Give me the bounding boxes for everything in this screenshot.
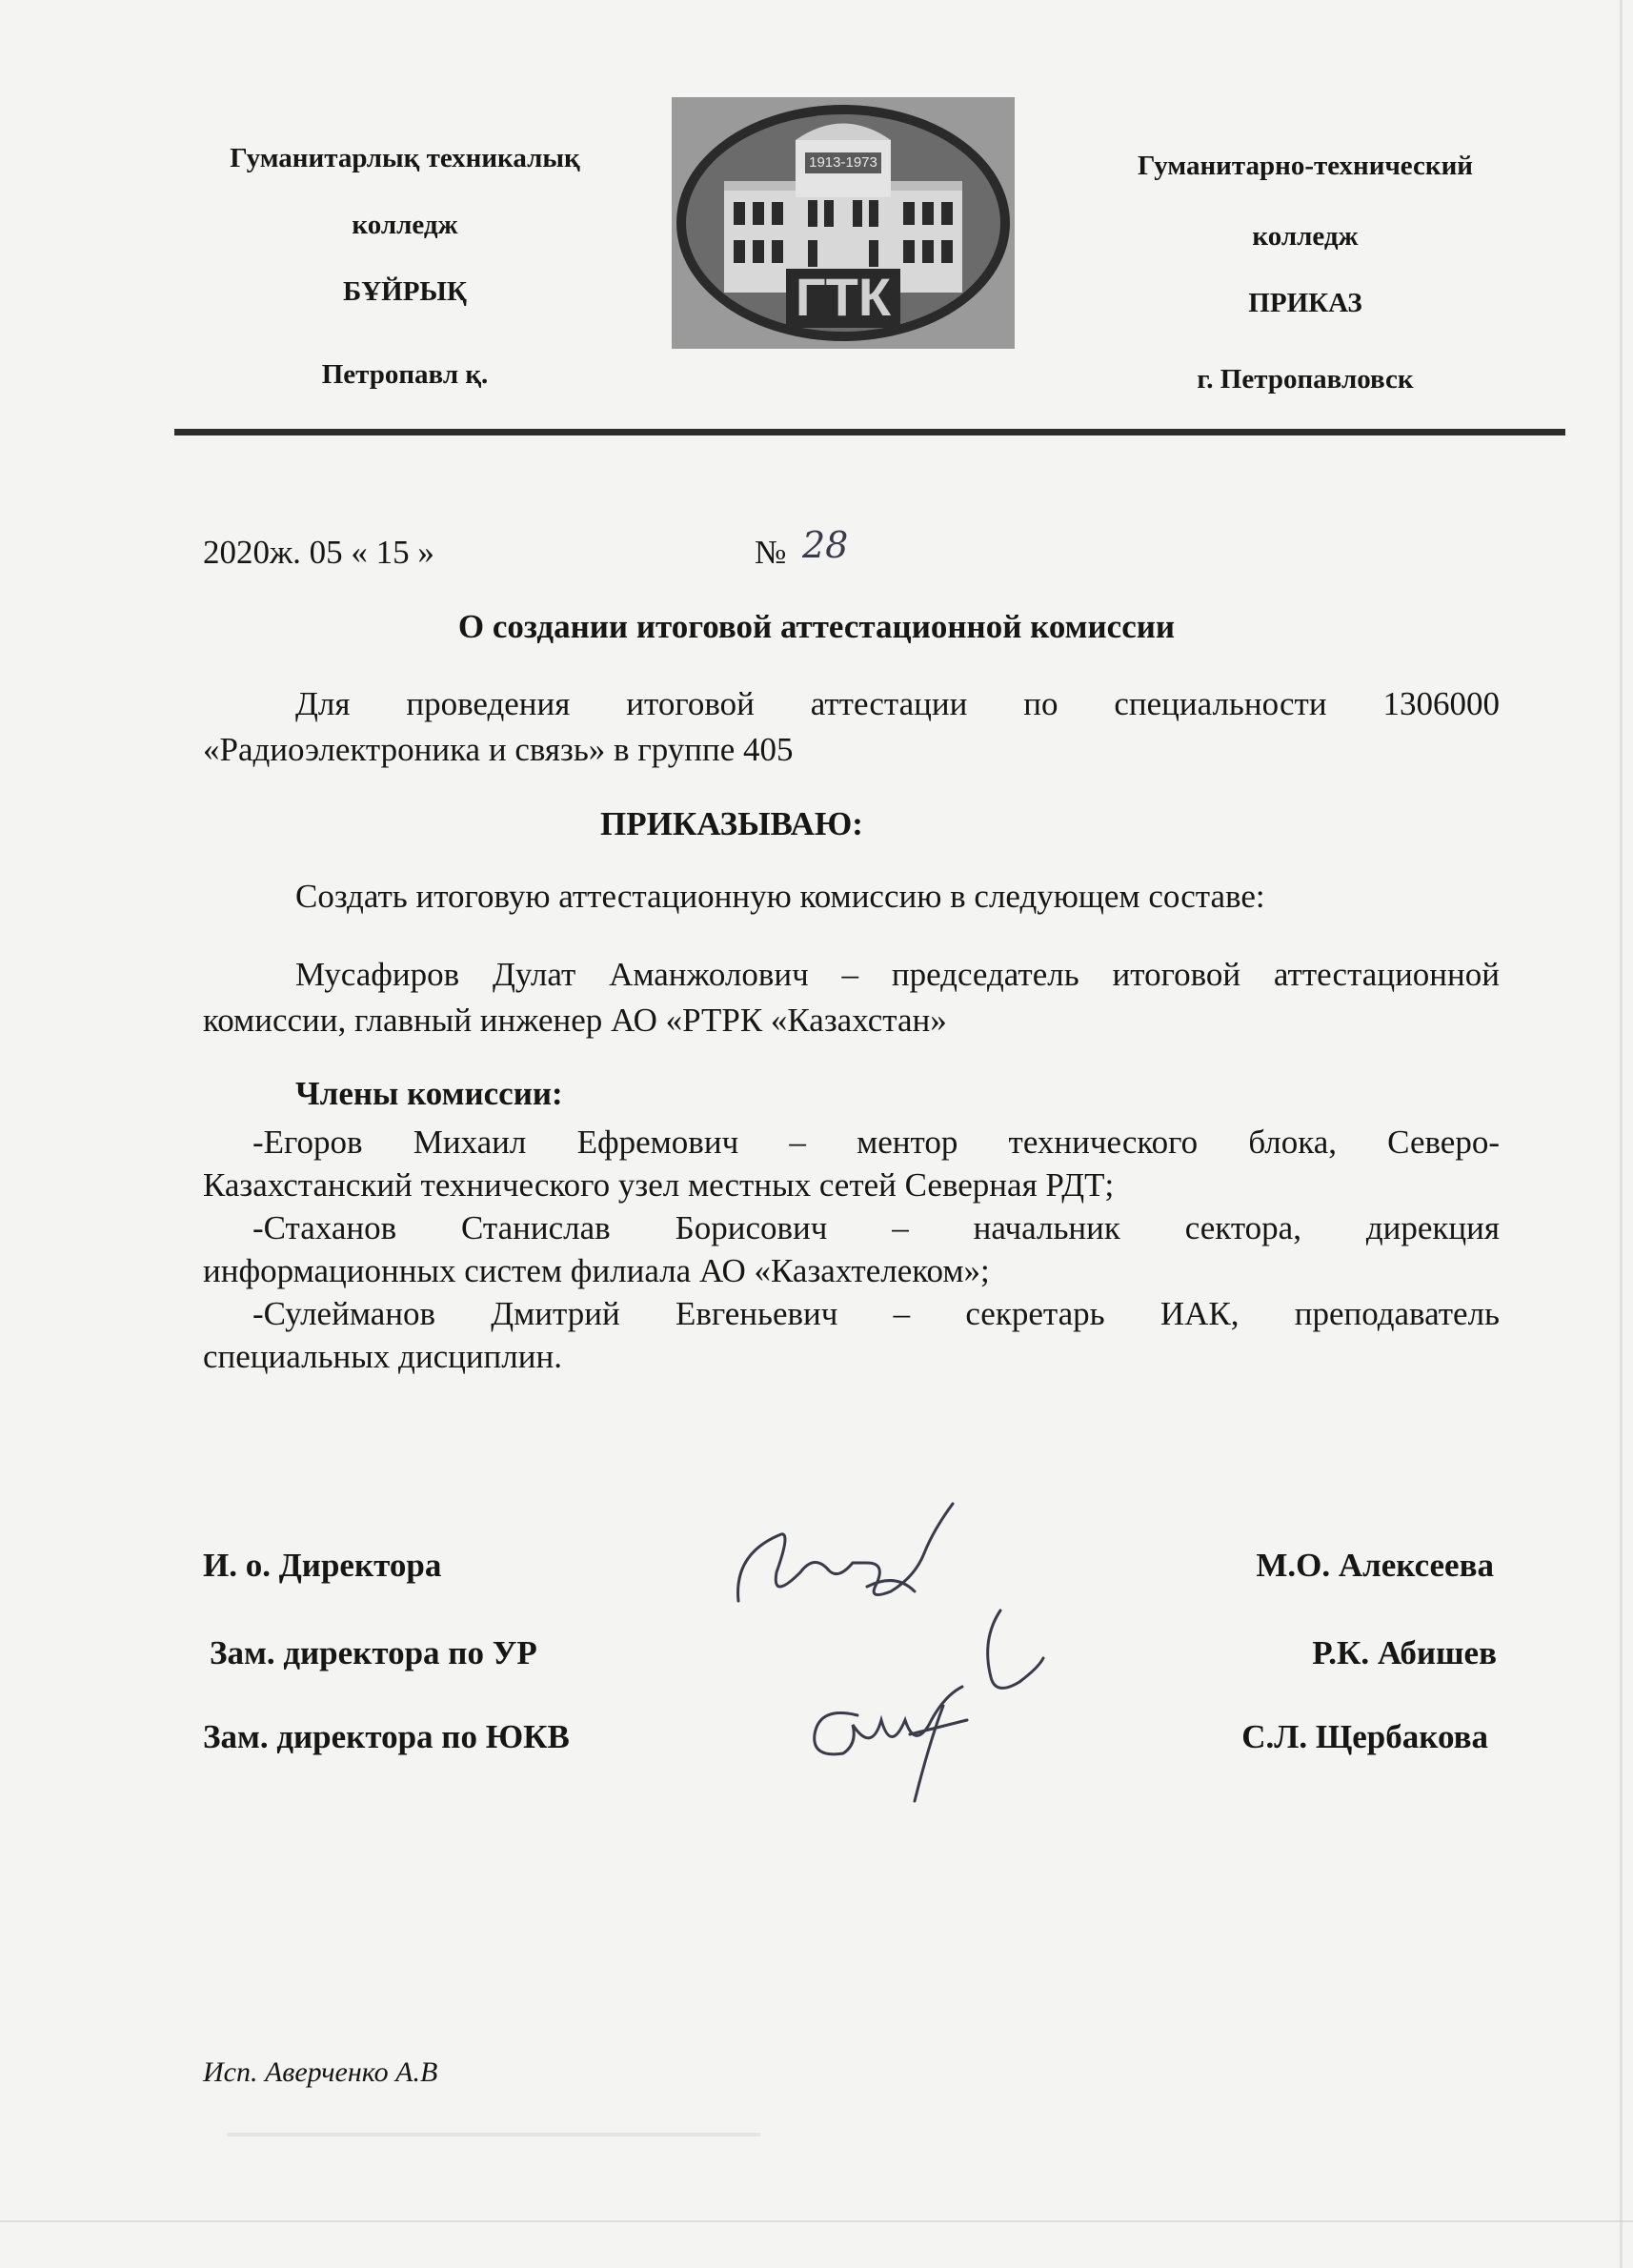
intro-word: проведения (406, 685, 571, 722)
scan-edge (0, 2220, 1633, 2222)
intro-word: по (1023, 685, 1058, 722)
signature-name: Р.К. Абишев (1312, 1634, 1497, 1671)
header-kz-college-name: Гуманитарлық техникалық (230, 143, 580, 173)
scan-edge (1620, 0, 1623, 2268)
header-ru-college-word: колледж (1252, 221, 1359, 252)
member-line: информационных систем филиала АО «Казахтелеком»; (203, 1252, 990, 1289)
intro-line-2: «Радиоэлектроника и связь» в группе 405 (203, 731, 794, 768)
header-divider (174, 429, 1565, 435)
member-line: специальных дисциплин. (203, 1338, 562, 1375)
member-line: Казахстанский технического узел местных сетей Северная РДТ; (203, 1166, 1115, 1204)
header-kz-city: Петропавл қ. (321, 359, 489, 390)
signature-position: Зам. директора по УР (210, 1634, 537, 1671)
signature-position: И. о. Директора (203, 1547, 442, 1584)
logo-abbr: ГТК (795, 267, 892, 327)
signature-position: Зам. директора по ЮКВ (203, 1718, 570, 1755)
intro-word: Для (295, 685, 351, 722)
order-title: О создании итоговой аттестационной комиссии (457, 608, 1176, 645)
scan-artifact (227, 2133, 760, 2136)
member-line: -Стаханов Станислав Борисович – начальник сектора, дирекция (252, 1209, 1500, 1246)
intro-word: специальности (1114, 685, 1327, 722)
header-kz-order-word: БҰЙРЫҚ (343, 276, 467, 307)
member-line: -Сулейманов Дмитрий Евгеньевич – секретарь ИАК, преподаватель (252, 1295, 1500, 1332)
header-ru-college-name: Гуманитарно-технический (1137, 151, 1474, 181)
intro-word: 1306000 (1382, 685, 1500, 722)
chair-line-2: комиссии, главный инженер АО «РТРК «Казахстан» (203, 1002, 947, 1039)
intro-word: аттестации (810, 685, 968, 722)
order-number-label: № (755, 534, 787, 571)
member-line: -Егоров Михаил Ефремович – ментор технического блока, Северо- (252, 1124, 1500, 1161)
header-kz-college-word: колледж (352, 210, 458, 240)
order-number-handwritten: 28 (802, 524, 849, 566)
logo-years: 1913-1973 (809, 154, 877, 171)
create-commission: Создать итоговую аттестационную комиссию в следующем составе: (295, 878, 1265, 915)
intro-word: итоговой (626, 685, 755, 722)
order-word: ПРИКАЗЫВАЮ: (600, 805, 863, 842)
intro-line-1 (295, 682, 1500, 725)
signature-name: М.О. Алексеева (1256, 1547, 1494, 1584)
signature-name: С.Л. Щербакова (1241, 1718, 1488, 1755)
deputy-signatures (800, 1601, 1048, 1811)
header-ru-order-word: ПРИКАЗ (1248, 288, 1362, 318)
chair-line-1: Мусафиров Дулат Аманжолович – председатель итоговой аттестационной (295, 956, 1500, 993)
college-logo (672, 97, 1015, 349)
members-heading: Члены комиссии: (295, 1075, 563, 1112)
header-ru-city: г. Петропавловск (1197, 364, 1414, 395)
executor-note: Исп. Аверченко А.В (203, 2056, 438, 2088)
order-date: 2020ж. 05 « 15 » (203, 534, 434, 571)
